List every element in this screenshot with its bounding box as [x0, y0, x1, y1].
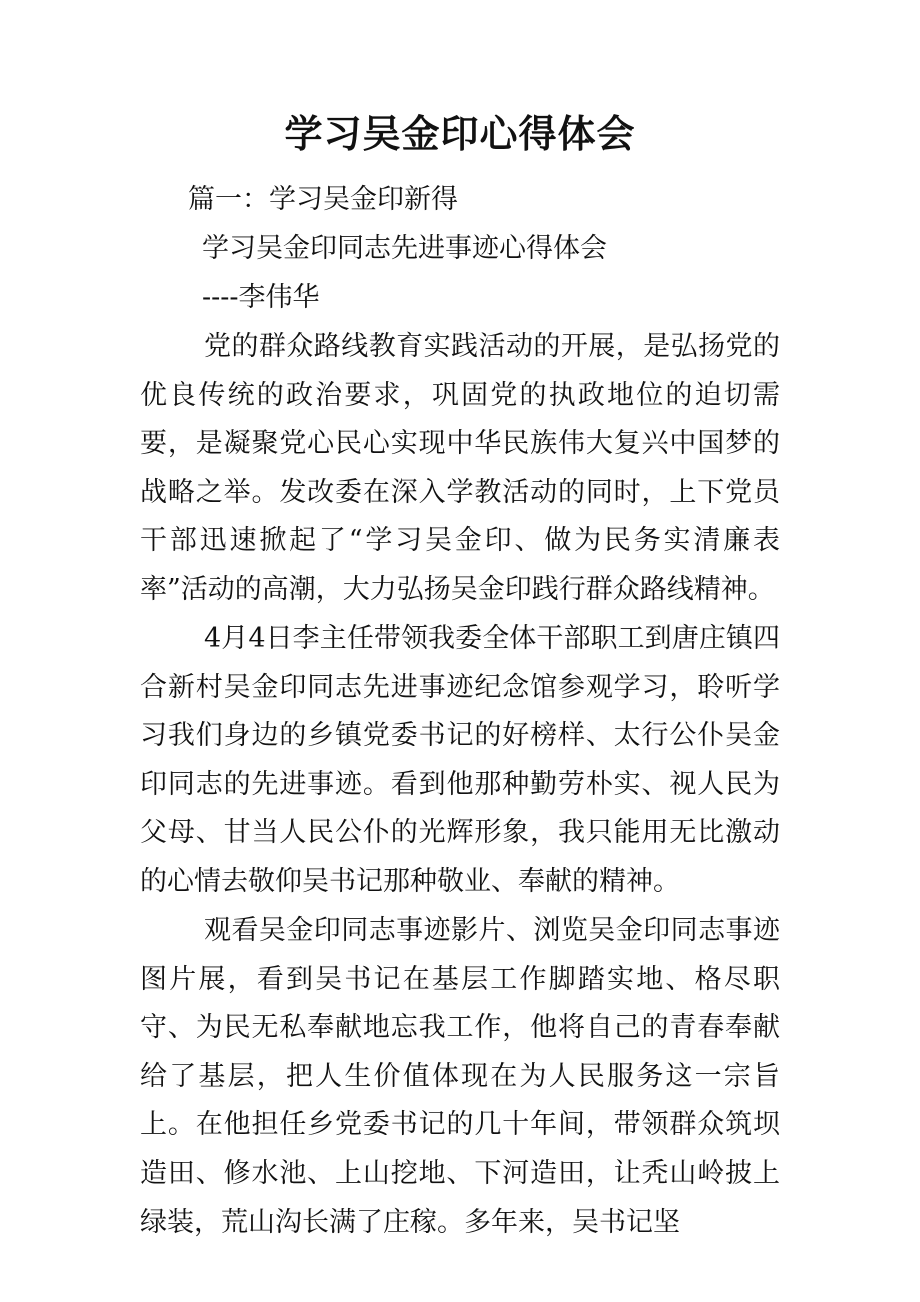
- author-line: ----李伟华: [202, 282, 320, 313]
- body-paragraph-1: 党的群众路线教育实践活动的开展，是弘扬党的优良传统的政治要求，巩固党的执政地位的迫切需要，是凝聚党心民心实现中华民族伟大复兴中国梦的战略之举。发改委在深入学教活动的同时，上下党员干部迅速掀起了“学习吴金印、做为民务实清廉表率”活动的高潮，大力弘扬吴金印践行群众路线精神。: [140, 331, 780, 605]
- body-paragraph-2: 4月4日李主任带领我委全体干部职工到唐庄镇四合新村吴金印同志先进事迹纪念馆参观学习，聆听学习我们身边的乡镇党委书记的好榜样、太行公仆吴金印同志的先进事迹。看到他那种勤劳朴实、视人民为父母、甘当人民公仆的光辉形象，我只能用无比激动的心情去敬仰吴书记那种敬业、奉献的精神。: [140, 623, 780, 897]
- document-title: 学习吴金印心得体会: [284, 111, 636, 156]
- article-subtitle: 学习吴金印同志先进事迹心得体会: [202, 233, 607, 264]
- section-heading: 篇一：学习吴金印新得: [188, 184, 458, 215]
- body-paragraph-3: 观看吴金印同志事迹影片、浏览吴金印同志事迹图片展，看到吴书记在基层工作脚踏实地、格尽职守、为民无私奉献地忘我工作，他将自己的青春奉献给了基层，把人生价值体现在为人民服务这一宗旨上。在他担任乡党委书记的几十年间，带领群众筑坝造田、修水池、上山挖地、下河造田，让秃山岭披上绿装，荒山沟长满了庄稼。多年来，吴书记坚: [140, 915, 780, 1238]
